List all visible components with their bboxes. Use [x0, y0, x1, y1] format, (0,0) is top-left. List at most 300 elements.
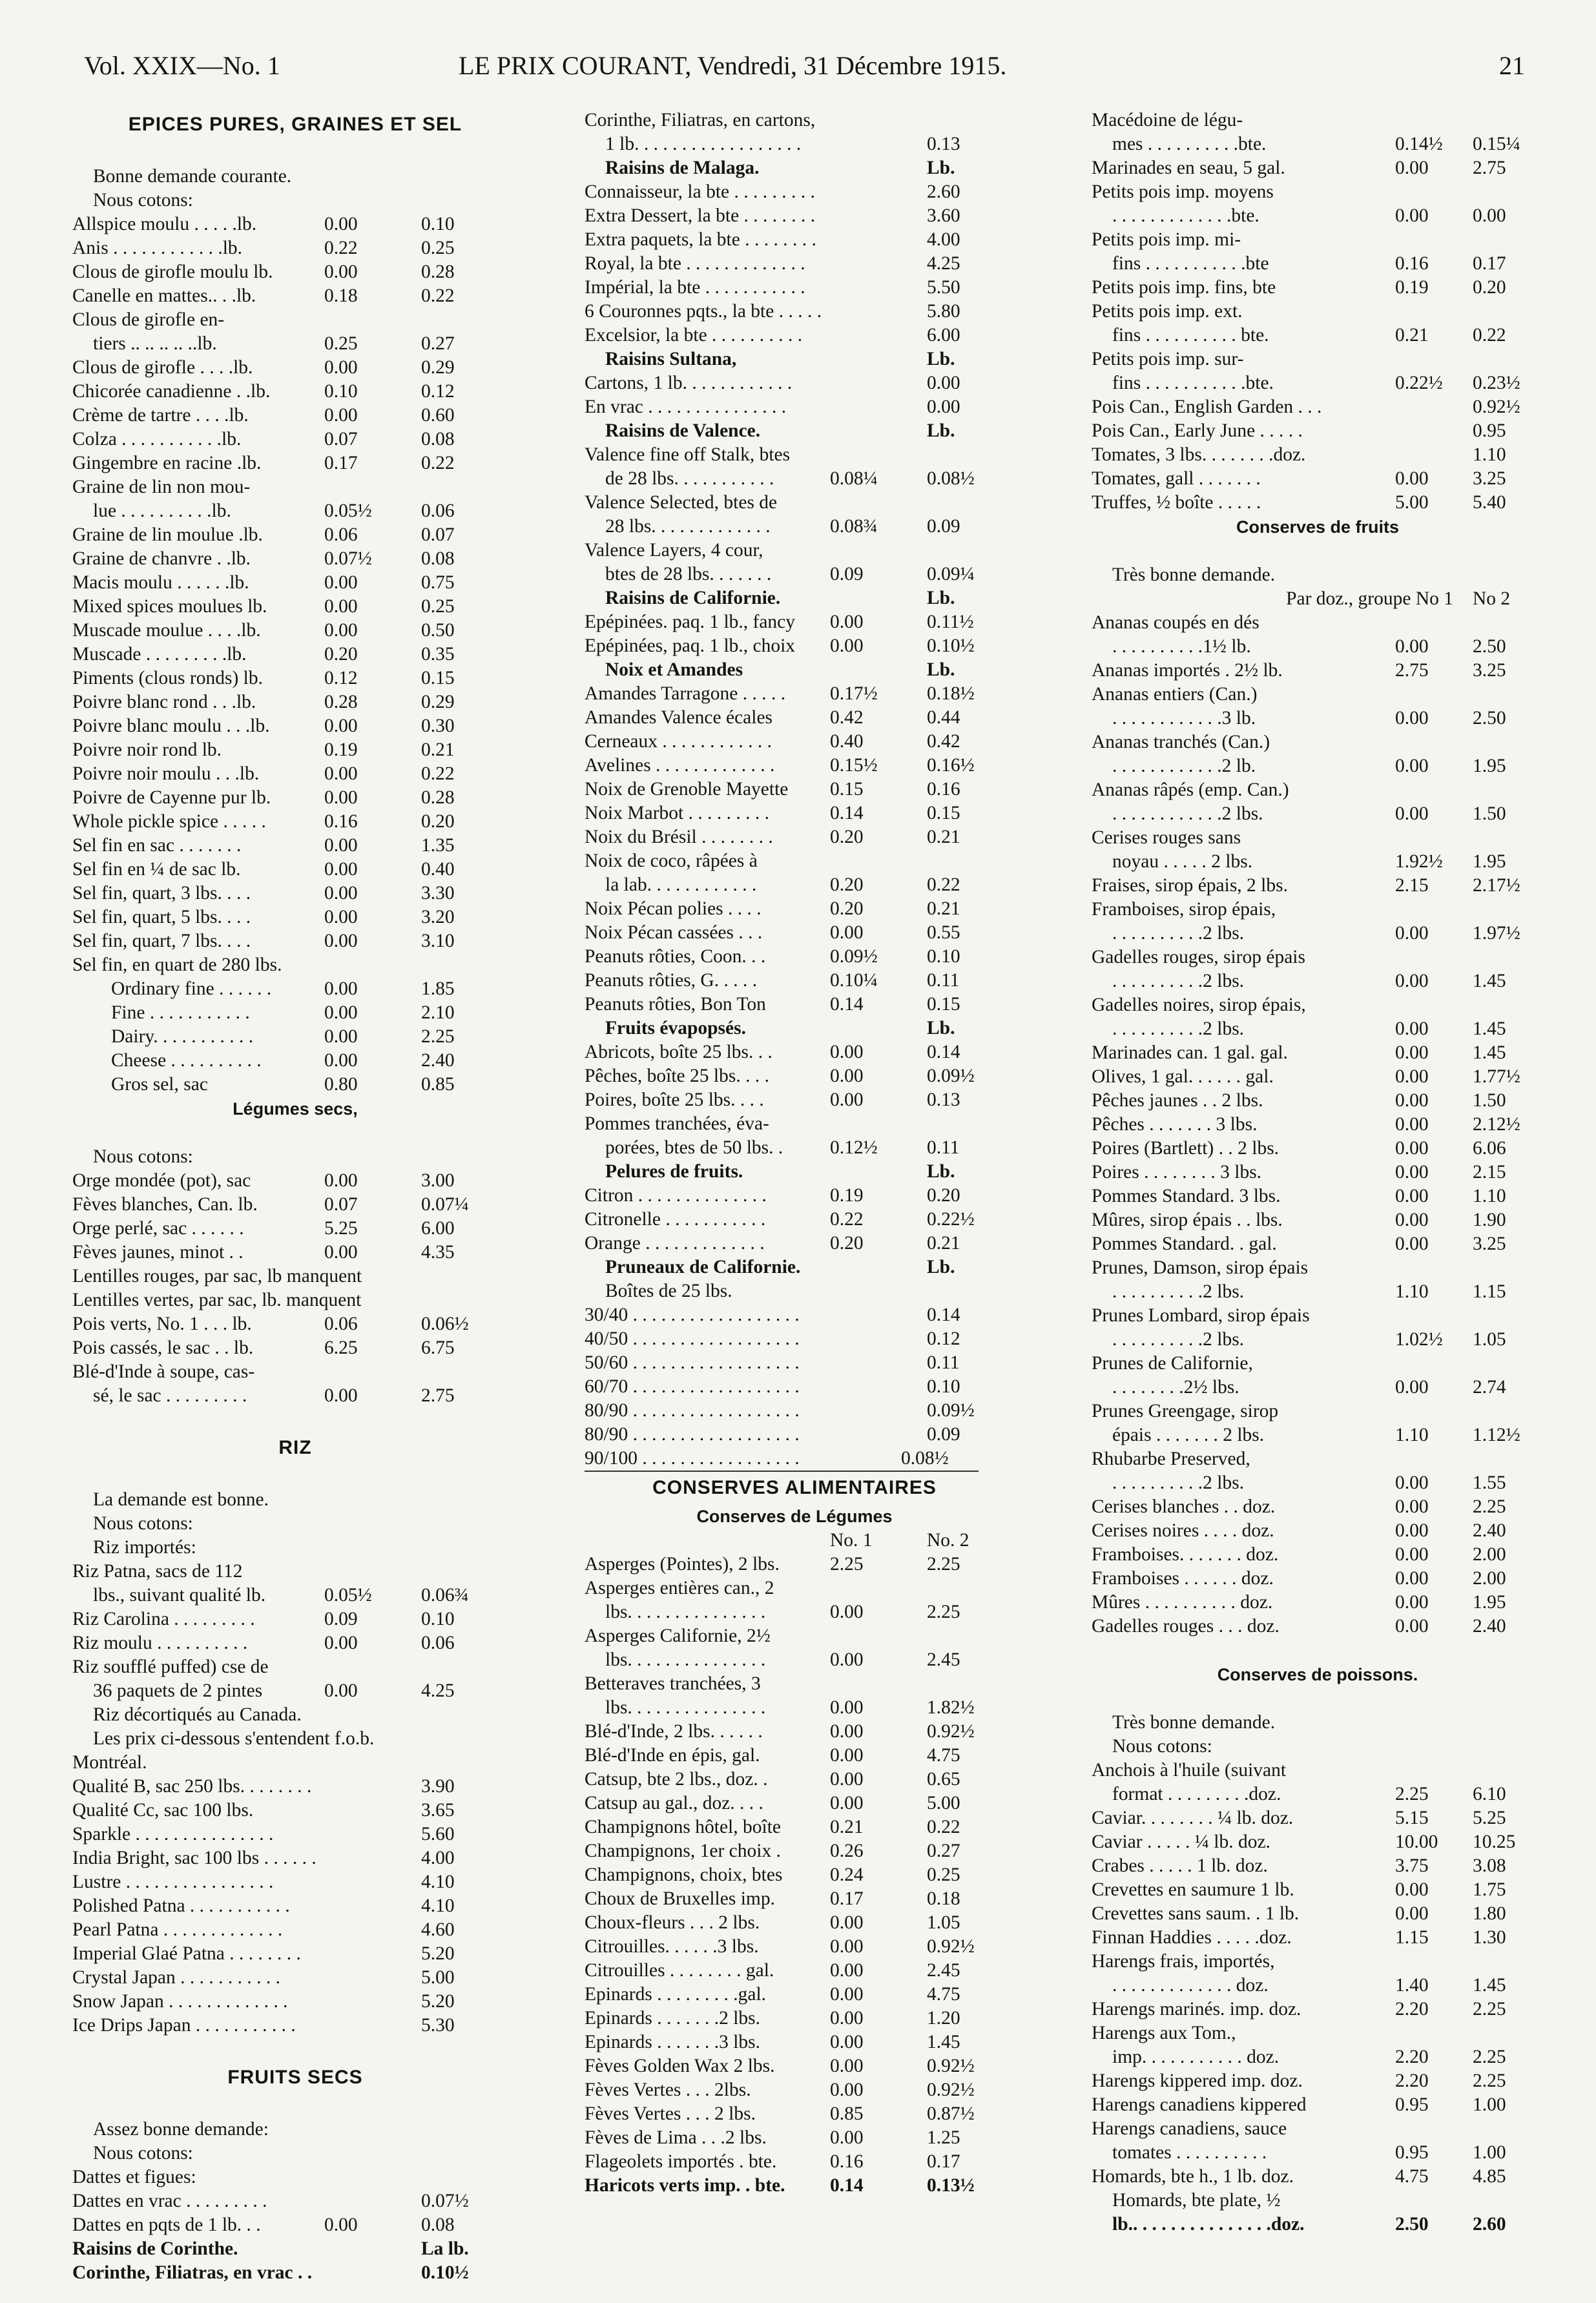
- price-row: [1092, 1089, 1544, 1113]
- price-value: 5.15: [1395, 1808, 1429, 1828]
- price-value: 0.05½: [324, 501, 372, 521]
- price-value: 6.75: [421, 1337, 455, 1358]
- price-value: 1.25: [927, 2127, 960, 2148]
- price-value: 10.00: [1395, 1832, 1438, 1852]
- price-row: [585, 634, 1004, 658]
- price-value: 3.25: [1473, 660, 1506, 681]
- text-line: Valence fine off Stalk, btes: [585, 444, 791, 465]
- text-line: Dattes et figues:: [72, 2167, 196, 2187]
- price-value: 0.22: [927, 874, 960, 895]
- price-value: 0.00: [1395, 1377, 1429, 1398]
- item-label: India Bright, sac 100 lbs . . . . . .: [72, 1848, 316, 1868]
- price-row: [585, 324, 1004, 347]
- price-row: [72, 1679, 518, 1703]
- price-row: [1092, 659, 1544, 683]
- text-line: Petits pois imp. sur-: [1092, 349, 1244, 369]
- item-label: Fruits évapopsés.: [605, 1018, 746, 1038]
- item-label: Graine de lin moulue .lb.: [72, 524, 263, 545]
- text-line: Prunes Greengage, sirop: [1092, 1401, 1279, 1421]
- item-label: de 28 lbs. . . . . . . . . . .: [605, 468, 774, 489]
- text-line: Asperges entières can., 2: [585, 1578, 774, 1598]
- price-value: 4.75: [927, 1984, 960, 2005]
- item-label: Harengs canadiens kippered: [1092, 2094, 1307, 2115]
- price-value: 2.12½: [1473, 1114, 1520, 1135]
- text-line: Prunes de Californie,: [1092, 1353, 1253, 1374]
- item-label: Poivre noir rond lb.: [72, 739, 222, 760]
- price-value: 0.00: [324, 596, 358, 617]
- price-row: [585, 1351, 1004, 1375]
- price-value: 0.12½: [830, 1137, 878, 1158]
- price-value: Lb.: [927, 420, 955, 441]
- item-label: Sel fin, quart, 7 lbs. . . .: [72, 931, 251, 951]
- price-value: 2.17½: [1473, 875, 1520, 896]
- price-value: 0.14½: [1395, 134, 1443, 154]
- text-line: Très bonne demande.: [1112, 1712, 1276, 1733]
- price-row: [1092, 276, 1544, 300]
- item-label: Sel fin en sac . . . . . . .: [72, 835, 242, 856]
- price-value: 0.00: [324, 907, 358, 927]
- price-value: 0.95: [1395, 2094, 1429, 2115]
- price-value: 0.11: [927, 970, 960, 991]
- item-label: Poivre blanc rond . . .lb.: [72, 692, 256, 712]
- item-label: Gros sel, sac: [111, 1074, 208, 1095]
- price-row: [585, 1696, 1004, 1720]
- price-value: 4.10: [421, 1895, 455, 1916]
- price-row: [585, 132, 1004, 156]
- price-value: 2.25: [1473, 1999, 1506, 2019]
- item-label: Mûres . . . . . . . . . . doz.: [1092, 1592, 1273, 1613]
- price-value: 0.22: [1473, 325, 1506, 346]
- text-line: Ananas tranchés (Can.): [1092, 732, 1270, 752]
- price-row: [585, 1064, 1004, 1088]
- price-row: [72, 619, 518, 643]
- price-row: [585, 1423, 1004, 1447]
- price-row: [1092, 1017, 1544, 1041]
- text-line: Homards, bte plate, ½: [1112, 2190, 1281, 2211]
- price-value: 0.20: [324, 644, 358, 665]
- price-value: 0.22: [421, 285, 455, 306]
- price-value: 0.92½: [1473, 397, 1520, 417]
- price-value: 1.50: [1473, 1090, 1506, 1111]
- price-value: 0.92½: [927, 1936, 975, 1957]
- price-value: 0.09: [830, 564, 864, 584]
- section-heading: CONSERVES ALIMENTAIRES: [652, 1477, 937, 1498]
- item-label: Lustre . . . . . . . . . . . . . . . .: [72, 1872, 274, 1892]
- text-line: Les prix ci-dessous s'entendent f.o.b.: [93, 1728, 375, 1749]
- price-value: 3.60: [927, 205, 960, 226]
- item-label: fins . . . . . . . . . . .bte: [1112, 253, 1269, 274]
- item-label: Fèves de Lima . . .2 lbs.: [585, 2127, 767, 2148]
- price-row: [585, 395, 1004, 419]
- price-value: 0.00: [324, 1385, 358, 1406]
- price-row: [72, 905, 518, 929]
- item-label: lbs. . . . . . . . . . . . . . .: [605, 1697, 766, 1718]
- price-value: 0.16: [927, 779, 960, 800]
- item-label: Tomates, 3 lbs. . . . . . . .doz.: [1092, 444, 1306, 465]
- spacer: [1092, 539, 1544, 563]
- price-value: 0.16: [830, 2151, 864, 2172]
- price-value: 1.45: [1473, 971, 1506, 991]
- price-value: 2.20: [1395, 2071, 1429, 2091]
- item-label: Pêches jaunes . . 2 lbs.: [1092, 1090, 1263, 1111]
- price-value: 0.07: [324, 429, 358, 449]
- price-row: [1092, 1471, 1544, 1495]
- spacer: [72, 141, 518, 165]
- text-line: Rhubarbe Preserved,: [1092, 1449, 1250, 1469]
- price-value: 0.42: [830, 707, 864, 728]
- item-label: Poires (Bartlett) . . 2 lbs.: [1092, 1138, 1280, 1159]
- section-heading: FRUITS SECS: [227, 2067, 363, 2088]
- column-3: [1092, 108, 1544, 2236]
- price-value: 0.00: [1395, 1066, 1429, 1087]
- price-row: [72, 1073, 518, 1097]
- item-label: Cartons, 1 lb. . . . . . . . . . . .: [585, 373, 793, 393]
- price-row: [585, 1375, 1004, 1399]
- price-row: [1092, 2069, 1544, 2093]
- price-value: 0.87½: [927, 2103, 975, 2124]
- item-label: Crystal Japan . . . . . . . . . . .: [72, 1967, 281, 1988]
- price-value: 0.00: [324, 2215, 358, 2235]
- text-line: Riz importés:: [93, 1537, 196, 1558]
- price-value: 0.15¼: [1473, 134, 1520, 154]
- item-label: Choux de Bruxelles imp.: [585, 1888, 775, 1909]
- item-label: Crème de tartre . . . .lb.: [72, 405, 249, 426]
- item-label: Cheese . . . . . . . . . .: [111, 1050, 262, 1071]
- price-value: 1.20: [927, 2008, 960, 2029]
- price-value: 0.08: [421, 2215, 455, 2235]
- item-label: Gadelles rouges . . . doz.: [1092, 1616, 1280, 1637]
- price-value: 0.00: [324, 1002, 358, 1023]
- price-row: [72, 571, 518, 595]
- price-header-label: No. 1: [830, 1530, 873, 1551]
- item-label: Muscade moulue . . . .lb.: [72, 620, 261, 641]
- price-value: Lb.: [927, 158, 955, 178]
- price-value: 2.50: [1473, 636, 1506, 657]
- item-label: Ordinary fine . . . . . .: [111, 978, 272, 999]
- price-value: 2.25: [1473, 2071, 1506, 2091]
- price-value: 0.00: [324, 1050, 358, 1071]
- price-header-label: Par doz., groupe No 1: [1286, 588, 1453, 609]
- price-value: 0.60: [421, 405, 455, 426]
- price-value: 0.19: [1395, 277, 1429, 298]
- price-value: 2.00: [1473, 1544, 1506, 1565]
- price-row: [585, 706, 1004, 730]
- item-label: Ice Drips Japan . . . . . . . . . . .: [72, 2015, 296, 2036]
- price-row: [72, 356, 518, 380]
- price-value: 0.00: [830, 922, 864, 943]
- price-row: [72, 1918, 518, 1942]
- price-value: 0.85: [421, 1074, 455, 1095]
- price-row: [585, 1160, 1004, 1184]
- item-label: Champignons hôtel, boîte: [585, 1817, 781, 1837]
- price-row: [585, 1553, 1004, 1576]
- text-line: Harengs frais, importés,: [1092, 1951, 1275, 1972]
- price-value: 1.15: [1395, 1927, 1429, 1948]
- price-value: 0.06½: [421, 1314, 469, 1334]
- item-label: lbs., suivant qualité lb.: [93, 1585, 266, 1606]
- price-value: 1.85: [421, 978, 455, 999]
- price-row: [72, 666, 518, 690]
- item-label: . . . . . . . . . .2 lbs.: [1112, 971, 1245, 991]
- price-value: Lb.: [927, 659, 955, 680]
- price-value: 0.00: [1395, 1234, 1429, 1254]
- price-value: 0.00: [1395, 1496, 1429, 1517]
- item-label: Orange . . . . . . . . . . . . .: [585, 1233, 765, 1254]
- price-value: 0.00: [1395, 923, 1429, 944]
- item-label: Pearl Patna . . . . . . . . . . . . .: [72, 1919, 283, 1940]
- price-row: [585, 515, 1004, 539]
- text-line: Gadelles noires, sirop épais,: [1092, 995, 1306, 1015]
- price-row: [1092, 1926, 1544, 1950]
- item-label: Poires, boîte 25 lbs. . . .: [585, 1090, 764, 1110]
- price-row: [72, 690, 518, 714]
- price-value: 2.10: [421, 1002, 455, 1023]
- text-line: Valence Selected, btes de: [585, 492, 778, 513]
- text-line: Boîtes de 25 lbs.: [605, 1281, 732, 1301]
- price-row: [1092, 443, 1544, 467]
- item-label: Cerises blanches . . doz.: [1092, 1496, 1276, 1517]
- item-label: Fraises, sirop épais, 2 lbs.: [1092, 875, 1288, 896]
- price-value: 0.05½: [324, 1585, 372, 1606]
- item-label: Macis moulu . . . . . .lb.: [72, 572, 249, 593]
- item-label: 36 paquets de 2 pintes: [93, 1680, 263, 1701]
- price-row: [72, 404, 518, 428]
- price-value: 2.20: [1395, 1999, 1429, 2019]
- item-label: Crevettes sans saum. . 1 lb.: [1092, 1903, 1300, 1924]
- price-value: 4.25: [421, 1680, 455, 1701]
- item-label: Royal, la bte . . . . . . . . . . . . .: [585, 253, 805, 274]
- item-label: Citron . . . . . . . . . . . . . .: [585, 1185, 767, 1206]
- price-row: [72, 977, 518, 1001]
- price-value: 1.45: [1473, 1018, 1506, 1039]
- text-line: Pommes tranchées, éva-: [585, 1113, 769, 1134]
- price-value: 1.00: [1473, 2142, 1506, 2163]
- item-label: Noix du Brésil . . . . . . . .: [585, 827, 773, 847]
- price-row: [72, 2189, 518, 2213]
- price-value: 0.00: [830, 1912, 864, 1933]
- price-value: 3.10: [421, 931, 455, 951]
- price-row: [1092, 1423, 1544, 1447]
- item-label: Raisins Sultana,: [605, 349, 737, 369]
- price-value: 0.00: [830, 1984, 864, 2005]
- price-value: 2.25: [1473, 2047, 1506, 2067]
- price-value: 1.15: [1473, 1281, 1506, 1302]
- price-value: 0.10: [421, 1609, 455, 1629]
- text-line: Macédoine de légu-: [1092, 110, 1243, 130]
- item-label: Anis . . . . . . . . . . . .lb.: [72, 238, 243, 258]
- price-value: 0.27: [421, 333, 455, 354]
- text-line: Graine de lin non mou-: [72, 477, 251, 497]
- item-label: 80/90 . . . . . . . . . . . . . . . . . .: [585, 1424, 800, 1445]
- price-value: 1.50: [1473, 803, 1506, 824]
- price-value: 5.60: [421, 1824, 455, 1844]
- price-value: 0.00: [1395, 1186, 1429, 1206]
- price-row: [585, 1935, 1004, 1959]
- text-line: Bonne demande courante.: [93, 166, 292, 187]
- price-row: [72, 1001, 518, 1025]
- price-value: 0.15: [927, 803, 960, 823]
- item-label: Whole pickle spice . . . . .: [72, 811, 266, 832]
- item-label: . . . . . . . . . . . . . doz.: [1112, 1975, 1269, 1996]
- price-value: 1.10: [1473, 444, 1506, 465]
- price-row: [585, 754, 1004, 778]
- price-value: 2.45: [927, 1649, 960, 1670]
- price-value: 0.08: [421, 429, 455, 449]
- item-label: Poivre noir moulu . . .lb.: [72, 763, 260, 784]
- price-row: [1092, 1974, 1544, 1998]
- price-value: 1.05: [927, 1912, 960, 1933]
- item-label: lbs. . . . . . . . . . . . . . .: [605, 1602, 766, 1622]
- item-label: imp. . . . . . . . . . . doz.: [1112, 2047, 1280, 2067]
- item-label: Caviar . . . . . ¼ lb. doz.: [1092, 1832, 1270, 1852]
- price-value: 3.00: [421, 1170, 455, 1191]
- item-label: noyau . . . . . 2 lbs.: [1112, 851, 1253, 872]
- item-label: btes de 28 lbs. . . . . . .: [605, 564, 772, 584]
- item-label: Snow Japan . . . . . . . . . . . . .: [72, 1991, 288, 2012]
- price-value: 0.15: [830, 779, 864, 800]
- price-value: 0.18½: [927, 683, 975, 704]
- price-row: [1092, 1615, 1544, 1638]
- price-value: 1.10: [1473, 1186, 1506, 1206]
- price-row: [585, 969, 1004, 993]
- price-value: 0.92½: [927, 2056, 975, 2076]
- price-value: 0.19: [830, 1185, 864, 1206]
- price-value: 0.25: [421, 238, 455, 258]
- price-value: 2.75: [421, 1385, 455, 1406]
- text-line: Prunes Lombard, sirop épais: [1092, 1305, 1310, 1326]
- price-value: 0.00: [830, 1602, 864, 1622]
- item-label: Muscade . . . . . . . . .lb.: [72, 644, 247, 665]
- price-value: 0.75: [421, 572, 455, 593]
- price-row: [585, 801, 1004, 825]
- price-value: 0.07: [324, 1194, 358, 1215]
- price-value: Lb.: [927, 588, 955, 608]
- item-label: 50/60 . . . . . . . . . . . . . . . . . .: [585, 1352, 800, 1373]
- page-number: 21: [1499, 51, 1525, 80]
- item-label: Fèves blanches, Can. lb.: [72, 1194, 258, 1215]
- item-label: Tomates, gall . . . . . . .: [1092, 468, 1261, 489]
- price-value: 0.00: [324, 1170, 358, 1191]
- price-value: 0.11½: [927, 612, 974, 632]
- price-row: [585, 1040, 1004, 1064]
- item-label: Noix et Amandes: [605, 659, 743, 680]
- item-label: Dattes en pqts de 1 lb. . .: [72, 2215, 261, 2235]
- item-label: Flageolets importés . bte.: [585, 2151, 777, 2172]
- price-value: 2.25: [830, 1554, 864, 1575]
- price-row: [585, 1208, 1004, 1232]
- price-value: 2.25: [927, 1602, 960, 1622]
- price-value: 0.22: [324, 238, 358, 258]
- price-row: [1092, 1137, 1544, 1161]
- price-row: [1092, 1376, 1544, 1399]
- item-label: Catsup, bte 2 lbs., doz. .: [585, 1769, 768, 1790]
- price-row: [1092, 1830, 1544, 1854]
- price-row: [72, 332, 518, 356]
- item-label: 60/70 . . . . . . . . . . . . . . . . . .: [585, 1376, 800, 1397]
- price-row: [72, 1312, 518, 1336]
- price-row: [585, 1600, 1004, 1624]
- item-label: Dattes en vrac . . . . . . . . .: [72, 2191, 267, 2211]
- price-value: 1.95: [1473, 851, 1506, 872]
- price-value: 2.50: [1395, 2214, 1429, 2235]
- item-label: Truffes, ½ boîte . . . . .: [1092, 492, 1261, 513]
- item-label: Raisins de Malaga.: [605, 158, 760, 178]
- price-row: [585, 1815, 1004, 1839]
- item-label: Asperges (Pointes), 2 lbs.: [585, 1554, 780, 1575]
- price-value: 1.82½: [927, 1697, 975, 1718]
- item-label: Crevettes en saumure 1 lb.: [1092, 1879, 1294, 1900]
- price-value: 4.00: [421, 1848, 455, 1868]
- item-label: Extra Dessert, la bte . . . . . . . .: [585, 205, 816, 226]
- price-value: 0.20: [830, 874, 864, 895]
- price-value: 0.25: [421, 596, 455, 617]
- price-row: [1092, 1161, 1544, 1184]
- price-value: 0.00: [324, 763, 358, 784]
- item-label: Fine . . . . . . . . . . .: [111, 1002, 250, 1023]
- price-value: 5.30: [421, 2015, 455, 2036]
- price-value: 0.21: [830, 1817, 864, 1837]
- price-row: [585, 1017, 1004, 1040]
- item-label: . . . . . . . . . . . .2 lbs.: [1112, 803, 1263, 824]
- price-row: [1092, 2093, 1544, 2117]
- price-row: [585, 1327, 1004, 1351]
- price-row: [1092, 1567, 1544, 1591]
- price-row: [1092, 1591, 1544, 1615]
- price-value: 0.00: [830, 1697, 864, 1718]
- text-line: Cerises rouges sans: [1092, 827, 1241, 848]
- price-value: 3.25: [1473, 468, 1506, 489]
- price-row: [585, 2150, 1004, 2174]
- item-label: . . . . . . . . . .2 lbs.: [1112, 1281, 1245, 1302]
- price-row: [72, 260, 518, 284]
- price-value: 4.25: [927, 253, 960, 274]
- price-value: 0.16: [1395, 253, 1429, 274]
- item-label: 1 lb. . . . . . . . . . . . . . . . . .: [605, 134, 802, 154]
- price-value: Lb.: [927, 1257, 955, 1277]
- price-row: [585, 993, 1004, 1017]
- price-value: 1.45: [927, 2032, 960, 2052]
- price-value: 0.92½: [927, 1721, 975, 1742]
- price-row: [72, 1607, 518, 1631]
- price-row: [585, 586, 1004, 610]
- price-row: [1092, 156, 1544, 180]
- price-value: 0.44: [927, 707, 960, 728]
- item-label: Framboises . . . . . . doz.: [1092, 1568, 1274, 1589]
- price-value: 1.10: [1395, 1281, 1429, 1302]
- item-label: . . . . . . . . . .1½ lb.: [1112, 636, 1251, 657]
- price-row: [585, 2174, 1004, 2198]
- price-value: 0.06: [421, 501, 455, 521]
- item-label: Colza . . . . . . . . . . .lb.: [72, 429, 242, 449]
- price-value: 5.20: [421, 1991, 455, 2012]
- price-row: [585, 419, 1004, 443]
- price-value: 0.08: [421, 548, 455, 569]
- price-row: [72, 523, 518, 547]
- item-label: Amandes Tarragone . . . . .: [585, 683, 786, 704]
- price-value: 0.20: [830, 1233, 864, 1254]
- item-label: Marinades en seau, 5 gal.: [1092, 158, 1285, 178]
- price-row: [72, 834, 518, 858]
- item-label: 40/50 . . . . . . . . . . . . . . . . . .: [585, 1328, 800, 1349]
- price-value: 4.60: [421, 1919, 455, 1940]
- price-value: 0.00: [1395, 1616, 1429, 1637]
- price-value: 0.00: [830, 2008, 864, 2029]
- price-value: 2.45: [927, 1960, 960, 1981]
- price-row: [72, 1846, 518, 1870]
- price-value: 0.22: [830, 1209, 864, 1230]
- price-row: [585, 1088, 1004, 1112]
- price-value: 0.00: [1395, 468, 1429, 489]
